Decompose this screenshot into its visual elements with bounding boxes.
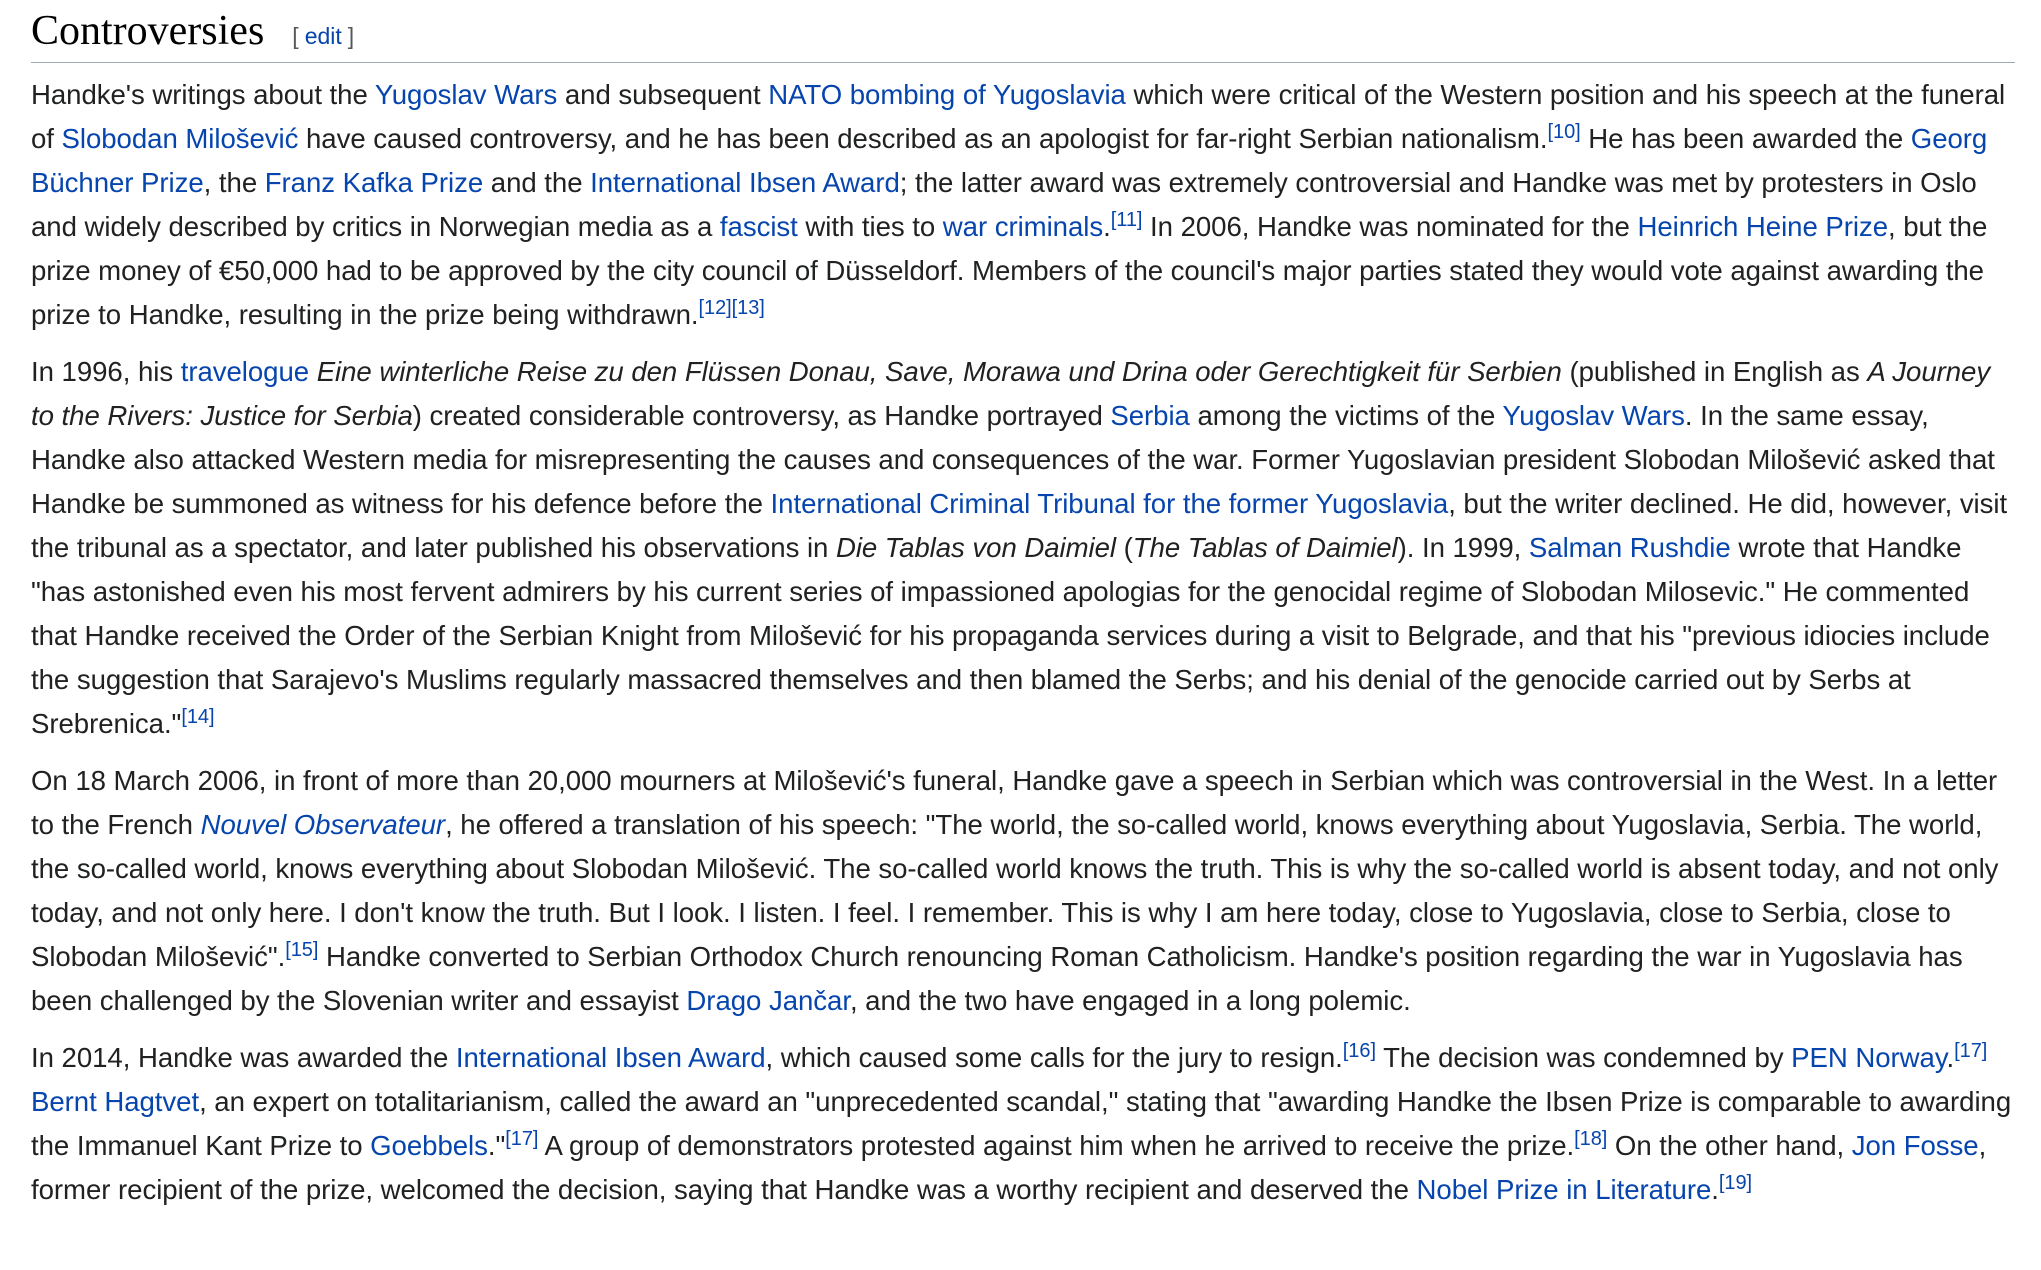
citation-link[interactable]: [16] bbox=[1342, 1039, 1376, 1062]
citation-ref bbox=[1954, 1040, 1987, 1062]
text-run: which were critical of the Western position and his speech at the funeral of bbox=[31, 79, 2006, 154]
text-run: The decision was condemned by bbox=[1375, 1042, 1792, 1073]
text-run: with ties to bbox=[797, 211, 943, 242]
citation-link[interactable]: [13] bbox=[731, 296, 765, 319]
italic-title: Die Tablas von Daimiel bbox=[835, 532, 1117, 563]
section-heading-row bbox=[31, 0, 2015, 63]
citation-ref bbox=[1343, 1040, 1376, 1062]
article-link[interactable]: war criminals bbox=[942, 211, 1104, 242]
text-run: On the other hand, bbox=[1607, 1130, 1852, 1161]
text-run: . bbox=[1946, 1042, 1955, 1073]
article-link[interactable]: Georg Büchner Prize bbox=[31, 123, 1988, 198]
article-link[interactable]: Franz Kafka Prize bbox=[264, 167, 484, 198]
article-link[interactable]: International Ibsen Award bbox=[590, 167, 900, 198]
paragraph bbox=[31, 759, 2015, 1023]
article-link[interactable]: Bernt Hagtvet bbox=[31, 1086, 200, 1117]
citation-ref bbox=[1111, 209, 1143, 231]
citation-ref bbox=[505, 1128, 538, 1150]
article-link[interactable]: Drago Jančar bbox=[686, 985, 850, 1016]
text-run: In 1996, his bbox=[31, 356, 181, 387]
text-run: have caused controversy, and he has been described as an apologist for far-right Serbian nationalism. bbox=[298, 123, 1548, 154]
text-run: . bbox=[1103, 211, 1111, 242]
italic-title: The Tablas of Daimiel bbox=[1132, 532, 1398, 563]
text-run: , the bbox=[203, 167, 265, 198]
edit-bracket-open: [ bbox=[292, 23, 299, 49]
citation-link[interactable]: [11] bbox=[1110, 208, 1143, 231]
article-link[interactable]: International Criminal Tribunal for the former Yugoslavia bbox=[770, 488, 1449, 519]
text-run: (published in English as bbox=[1561, 356, 1868, 387]
citation-ref bbox=[285, 939, 318, 961]
text-run: , but the writer declined. He did, however, visit the tribunal as a spectator, and later published his observations in bbox=[31, 488, 2008, 563]
citation-link[interactable]: [12] bbox=[698, 296, 732, 319]
text-run: , former recipient of the prize, welcomed the decision, saying that Handke was a worthy recipient and deserved the bbox=[31, 1130, 1987, 1205]
citation-ref bbox=[698, 297, 731, 319]
article-link[interactable]: Goebbels bbox=[370, 1130, 488, 1161]
citation-link[interactable]: [14] bbox=[181, 705, 215, 728]
text-run: A group of demonstrators protested against him when he arrived to receive the prize. bbox=[538, 1130, 1575, 1161]
article-link[interactable]: Salman Rushdie bbox=[1528, 532, 1731, 563]
citation-ref bbox=[181, 706, 214, 728]
citation-link[interactable]: [17] bbox=[505, 1127, 539, 1150]
text-run: wrote that Handke "has astonished even his most fervent admirers by his current series of impassioned apologias for the genocidal regime of Slobodan Milosevic." He commented that Handke received the Order of the Serbian Knight from Milošević for his propaganda services during a visit to Belgrade, and that his "previous idiocies include the suggestion that Sarajevo's Muslims regularly massacred themselves and then blamed the Serbs; and his denial of the genocide carried out by Serbs at Srebrenica." bbox=[31, 532, 1990, 739]
text-run: , but the prize money of €50,000 had to be approved by the city council of Düsseldorf. Members of the council's major parties stated they would vote against awarding the prize to Handke, resulting in the prize being withdrawn. bbox=[31, 211, 1988, 330]
citation-link[interactable]: [18] bbox=[1574, 1127, 1608, 1150]
citation-link[interactable]: [19] bbox=[1718, 1171, 1753, 1194]
citation-ref bbox=[1548, 121, 1581, 143]
text-run: ) created considerable controversy, as Handke portrayed bbox=[412, 400, 1111, 431]
text-run: , which caused some calls for the jury to resign. bbox=[765, 1042, 1343, 1073]
text-run: ; the latter award was extremely controversial and Handke was met by protesters in Oslo and widely described by critics in Norwegian media as a bbox=[31, 167, 1977, 242]
text-run: On 18 March 2006, in front of more than 20,000 mourners at Milošević's funeral, Handke gave a speech in Serbian which was controversial in the West. In a letter to the French bbox=[31, 765, 1998, 840]
text-run: among the victims of the bbox=[1189, 400, 1503, 431]
text-run: ). In 1999, bbox=[1397, 532, 1529, 563]
text-run: . bbox=[1711, 1174, 1719, 1205]
text-run: In 2006, Handke was nominated for the bbox=[1142, 211, 1638, 242]
text-run: , he offered a translation of his speech: "The world, the so-called world, knows everything about Yugoslavia, Serbia. The world, the so-called world, knows everything about Slobodan Milošević. The so-called world knows the truth. This is why the so-called world is absent today, and not only today, and not only here. I don't know the truth. But I look. I listen. I feel. I remember. This is why I am here today, close to Yugoslavia, close to Serbia, close to Slobodan Milošević". bbox=[31, 809, 1999, 972]
text-run: ." bbox=[487, 1130, 506, 1161]
text-run: , and the two have engaged in a long polemic. bbox=[849, 985, 1411, 1016]
citation-ref bbox=[1719, 1172, 1752, 1194]
citation-link[interactable]: [17] bbox=[1954, 1039, 1988, 1062]
edit-bracket-close: ] bbox=[347, 23, 355, 49]
text-run: Handke converted to Serbian Orthodox Church renouncing Roman Catholicism. Handke's position regarding the war in Yugoslavia has been challenged by the Slovenian writer and essayist bbox=[31, 941, 1963, 1016]
paragraph bbox=[31, 350, 2015, 746]
article-link[interactable]: travelogue bbox=[180, 356, 310, 387]
paragraph bbox=[31, 73, 2015, 337]
paragraph bbox=[31, 1036, 2015, 1212]
citation-link[interactable]: [10] bbox=[1547, 120, 1581, 143]
text-run: , an expert on totalitarianism, called the award an "unprecedented scandal," stating that "awarding Handke the Ibsen Prize is comparable to awarding the Immanuel Kant Prize to bbox=[31, 1086, 2012, 1161]
citation-link[interactable]: [15] bbox=[285, 938, 319, 961]
citation-ref bbox=[1574, 1128, 1607, 1150]
section-body bbox=[31, 73, 2015, 1212]
article-link[interactable]: fascist bbox=[719, 211, 798, 242]
article-link[interactable]: Serbia bbox=[1110, 400, 1190, 431]
article-link[interactable]: PEN Norway bbox=[1791, 1042, 1947, 1073]
text-run: In 2014, Handke was awarded the bbox=[31, 1042, 456, 1073]
citation-ref bbox=[732, 297, 765, 319]
italic-title: A Journey to the Rivers: Justice for Serbia bbox=[31, 356, 1991, 431]
article-link[interactable]: Jon Fosse bbox=[1851, 1130, 1979, 1161]
article-link[interactable]: Slobodan Milošević bbox=[61, 123, 299, 154]
text-run: . In the same essay, Handke also attacked Western media for misrepresenting the causes and consequences of the war. Former Yugoslavian president Slobodan Milošević asked that Handke be summoned as witness for his defence before the bbox=[31, 400, 1995, 519]
edit-link[interactable]: edit bbox=[304, 23, 342, 49]
article-link[interactable]: Heinrich Heine Prize bbox=[1637, 211, 1888, 242]
article-link[interactable]: Nobel Prize in Literature bbox=[1416, 1174, 1712, 1205]
text-run: and subsequent bbox=[557, 79, 769, 110]
text-run: He has been awarded the bbox=[1580, 123, 1911, 154]
article-link[interactable]: NATO bombing of Yugoslavia bbox=[768, 79, 1126, 110]
text-run: and the bbox=[483, 167, 591, 198]
article-link[interactable]: Yugoslav Wars bbox=[1502, 400, 1685, 431]
article-link[interactable]: Yugoslav Wars bbox=[374, 79, 558, 110]
article-link[interactable]: International Ibsen Award bbox=[455, 1042, 766, 1073]
italic-title: Eine winterliche Reise zu den Flüssen Donau, Save, Morawa und Drina oder Gerechtigkeit für Serbien bbox=[316, 356, 1562, 387]
article-link[interactable]: Nouvel Observateur bbox=[200, 809, 446, 840]
edit-section bbox=[292, 23, 354, 50]
text-run: ( bbox=[1116, 532, 1133, 563]
section-title: Controversies bbox=[31, 8, 265, 54]
text-run bbox=[309, 356, 317, 387]
text-run: Handke's writings about the bbox=[31, 79, 375, 110]
